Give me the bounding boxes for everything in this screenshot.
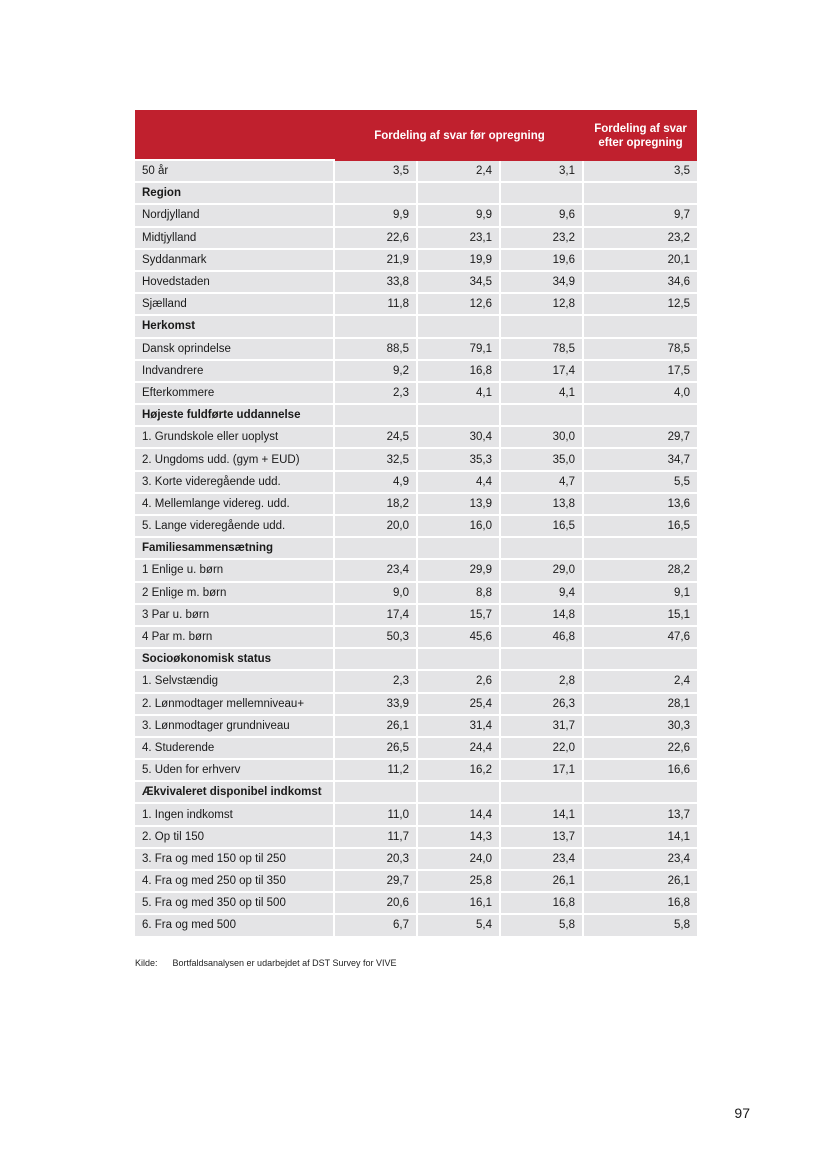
table-row xyxy=(135,472,697,494)
value-cell: 32,5 xyxy=(335,449,418,471)
table-row xyxy=(135,294,697,316)
value-cell: 17,1 xyxy=(501,760,584,782)
value-cell: 50,3 xyxy=(335,627,418,649)
value-cell: 28,1 xyxy=(584,694,697,716)
value-cell: 34,6 xyxy=(584,272,697,294)
value-cell: 16,0 xyxy=(418,516,501,538)
source-text: Bortfaldsanalysen er udarbejdet af DST Survey for VIVE xyxy=(172,958,397,968)
row-label: Syddanmark xyxy=(135,250,335,272)
value-cell: 8,8 xyxy=(418,583,501,605)
row-label: Sjælland xyxy=(135,294,335,316)
value-cell: 11,7 xyxy=(335,827,418,849)
value-cell: 9,7 xyxy=(584,205,697,227)
value-cell: 14,1 xyxy=(501,804,584,826)
section-heading: Socioøkonomisk status xyxy=(135,649,335,671)
table-row xyxy=(135,161,697,183)
value-cell: 20,3 xyxy=(335,849,418,871)
value-cell xyxy=(501,782,584,804)
value-cell: 23,1 xyxy=(418,228,501,250)
value-cell: 26,5 xyxy=(335,738,418,760)
value-cell: 20,0 xyxy=(335,516,418,538)
value-cell: 2,8 xyxy=(501,671,584,693)
value-cell: 45,6 xyxy=(418,627,501,649)
row-label: 4. Mellemlange videreg. udd. xyxy=(135,494,335,516)
row-label: 5. Lange videregående udd. xyxy=(135,516,335,538)
table-row xyxy=(135,871,697,893)
value-cell: 12,5 xyxy=(584,294,697,316)
table-section-row xyxy=(135,316,697,338)
value-cell xyxy=(335,649,418,671)
value-cell: 4,7 xyxy=(501,472,584,494)
value-cell: 13,7 xyxy=(501,827,584,849)
table-row xyxy=(135,849,697,871)
value-cell: 34,5 xyxy=(418,272,501,294)
value-cell: 30,0 xyxy=(501,427,584,449)
value-cell: 3,1 xyxy=(501,161,584,183)
value-cell xyxy=(335,183,418,205)
value-cell: 34,9 xyxy=(501,272,584,294)
section-heading: Familiesammensætning xyxy=(135,538,335,560)
value-cell: 23,4 xyxy=(501,849,584,871)
value-cell: 13,6 xyxy=(584,494,697,516)
table-section-row xyxy=(135,405,697,427)
value-cell: 47,6 xyxy=(584,627,697,649)
value-cell: 35,0 xyxy=(501,449,584,471)
row-label: 2. Ungdoms udd. (gym + EUD) xyxy=(135,449,335,471)
table-row xyxy=(135,516,697,538)
value-cell: 9,2 xyxy=(335,361,418,383)
value-cell: 6,7 xyxy=(335,915,418,937)
row-label: 1 Enlige u. børn xyxy=(135,560,335,582)
value-cell: 29,9 xyxy=(418,560,501,582)
value-cell: 34,7 xyxy=(584,449,697,471)
value-cell: 4,0 xyxy=(584,383,697,405)
value-cell xyxy=(501,538,584,560)
value-cell: 11,0 xyxy=(335,804,418,826)
value-cell: 15,7 xyxy=(418,605,501,627)
value-cell xyxy=(335,405,418,427)
table-row xyxy=(135,627,697,649)
value-cell: 13,7 xyxy=(584,804,697,826)
value-cell: 2,3 xyxy=(335,383,418,405)
row-label: 2. Op til 150 xyxy=(135,827,335,849)
row-label: 4 Par m. børn xyxy=(135,627,335,649)
value-cell: 16,5 xyxy=(584,516,697,538)
value-cell: 4,1 xyxy=(501,383,584,405)
table-section-row xyxy=(135,538,697,560)
table-section-row xyxy=(135,183,697,205)
value-cell xyxy=(501,405,584,427)
value-cell: 25,8 xyxy=(418,871,501,893)
table-row xyxy=(135,583,697,605)
table-row xyxy=(135,671,697,693)
value-cell: 17,4 xyxy=(335,605,418,627)
header-before-weighting: Fordeling af svar før opregning xyxy=(335,110,584,161)
value-cell: 14,8 xyxy=(501,605,584,627)
table-row xyxy=(135,272,697,294)
value-cell: 2,4 xyxy=(584,671,697,693)
value-cell: 33,8 xyxy=(335,272,418,294)
value-cell: 31,4 xyxy=(418,716,501,738)
row-label: Nordjylland xyxy=(135,205,335,227)
value-cell: 16,6 xyxy=(584,760,697,782)
value-cell: 28,2 xyxy=(584,560,697,582)
section-heading: Højeste fuldførte uddannelse xyxy=(135,405,335,427)
value-cell xyxy=(584,316,697,338)
value-cell: 23,4 xyxy=(584,849,697,871)
section-heading: Region xyxy=(135,183,335,205)
value-cell: 16,1 xyxy=(418,893,501,915)
value-cell: 11,2 xyxy=(335,760,418,782)
row-label: Hovedstaden xyxy=(135,272,335,294)
header-blank-cell xyxy=(135,110,335,161)
row-label: 50 år xyxy=(135,161,335,183)
value-cell: 12,6 xyxy=(418,294,501,316)
value-cell: 23,2 xyxy=(501,228,584,250)
row-label: 5. Uden for erhverv xyxy=(135,760,335,782)
source-note xyxy=(135,958,396,968)
table-row xyxy=(135,893,697,915)
table-section-row xyxy=(135,782,697,804)
table-row xyxy=(135,560,697,582)
value-cell xyxy=(418,316,501,338)
value-cell: 78,5 xyxy=(501,339,584,361)
value-cell xyxy=(501,183,584,205)
value-cell: 9,1 xyxy=(584,583,697,605)
value-cell: 16,5 xyxy=(501,516,584,538)
value-cell: 16,8 xyxy=(501,893,584,915)
value-cell: 4,4 xyxy=(418,472,501,494)
value-cell: 14,4 xyxy=(418,804,501,826)
value-cell: 16,2 xyxy=(418,760,501,782)
value-cell: 3,5 xyxy=(335,161,418,183)
value-cell: 29,0 xyxy=(501,560,584,582)
value-cell xyxy=(335,316,418,338)
value-cell: 22,6 xyxy=(584,738,697,760)
value-cell: 14,3 xyxy=(418,827,501,849)
value-cell: 9,9 xyxy=(418,205,501,227)
value-cell: 20,6 xyxy=(335,893,418,915)
row-label: 1. Ingen indkomst xyxy=(135,804,335,826)
value-cell: 2,3 xyxy=(335,671,418,693)
table-row xyxy=(135,915,697,937)
table-row xyxy=(135,605,697,627)
section-heading: Ækvivaleret disponibel indkomst xyxy=(135,782,335,804)
value-cell: 26,3 xyxy=(501,694,584,716)
value-cell: 4,1 xyxy=(418,383,501,405)
table-row xyxy=(135,205,697,227)
value-cell: 13,8 xyxy=(501,494,584,516)
value-cell: 31,7 xyxy=(501,716,584,738)
value-cell: 4,9 xyxy=(335,472,418,494)
source-label: Kilde: xyxy=(135,958,158,968)
value-cell xyxy=(584,782,697,804)
value-cell: 12,8 xyxy=(501,294,584,316)
row-label: 4. Studerende xyxy=(135,738,335,760)
table-row xyxy=(135,738,697,760)
row-label: 1. Selvstændig xyxy=(135,671,335,693)
table-row xyxy=(135,339,697,361)
value-cell xyxy=(418,538,501,560)
value-cell xyxy=(584,405,697,427)
value-cell: 23,2 xyxy=(584,228,697,250)
value-cell: 30,4 xyxy=(418,427,501,449)
row-label: 1. Grundskole eller uoplyst xyxy=(135,427,335,449)
value-cell: 23,4 xyxy=(335,560,418,582)
row-label: 4. Fra og med 250 op til 350 xyxy=(135,871,335,893)
value-cell: 26,1 xyxy=(584,871,697,893)
value-cell: 17,5 xyxy=(584,361,697,383)
table-row xyxy=(135,760,697,782)
value-cell: 25,4 xyxy=(418,694,501,716)
value-cell xyxy=(335,538,418,560)
value-cell: 20,1 xyxy=(584,250,697,272)
value-cell xyxy=(501,649,584,671)
value-cell: 17,4 xyxy=(501,361,584,383)
value-cell xyxy=(584,538,697,560)
row-label: 6. Fra og med 500 xyxy=(135,915,335,937)
value-cell: 22,6 xyxy=(335,228,418,250)
data-table-container xyxy=(135,110,697,938)
value-cell: 29,7 xyxy=(335,871,418,893)
row-label: 3. Fra og med 150 op til 250 xyxy=(135,849,335,871)
value-cell: 33,9 xyxy=(335,694,418,716)
value-cell: 16,8 xyxy=(418,361,501,383)
table-row xyxy=(135,694,697,716)
table-section-row xyxy=(135,649,697,671)
value-cell: 13,9 xyxy=(418,494,501,516)
table-row xyxy=(135,250,697,272)
table-row xyxy=(135,449,697,471)
table-row xyxy=(135,804,697,826)
table-row xyxy=(135,716,697,738)
table-header-row xyxy=(135,110,697,161)
table-body xyxy=(135,161,697,938)
section-heading: Herkomst xyxy=(135,316,335,338)
value-cell: 35,3 xyxy=(418,449,501,471)
row-label: 3 Par u. børn xyxy=(135,605,335,627)
row-label: Efterkommere xyxy=(135,383,335,405)
value-cell: 88,5 xyxy=(335,339,418,361)
value-cell: 11,8 xyxy=(335,294,418,316)
value-cell: 79,1 xyxy=(418,339,501,361)
value-cell xyxy=(418,649,501,671)
table-row xyxy=(135,827,697,849)
table-row xyxy=(135,427,697,449)
value-cell: 26,1 xyxy=(335,716,418,738)
value-cell: 24,4 xyxy=(418,738,501,760)
value-cell: 9,0 xyxy=(335,583,418,605)
value-cell: 9,6 xyxy=(501,205,584,227)
value-cell xyxy=(418,183,501,205)
value-cell: 46,8 xyxy=(501,627,584,649)
value-cell xyxy=(584,649,697,671)
value-cell: 24,5 xyxy=(335,427,418,449)
value-cell: 5,5 xyxy=(584,472,697,494)
value-cell: 15,1 xyxy=(584,605,697,627)
value-cell: 5,8 xyxy=(584,915,697,937)
value-cell: 2,6 xyxy=(418,671,501,693)
table-row xyxy=(135,361,697,383)
value-cell: 78,5 xyxy=(584,339,697,361)
value-cell: 18,2 xyxy=(335,494,418,516)
value-cell: 16,8 xyxy=(584,893,697,915)
row-label: 3. Lønmodtager grundniveau xyxy=(135,716,335,738)
value-cell: 24,0 xyxy=(418,849,501,871)
value-cell xyxy=(418,782,501,804)
value-cell: 14,1 xyxy=(584,827,697,849)
header-after-weighting: Fordeling af svar efter opregning xyxy=(584,110,697,161)
value-cell: 30,3 xyxy=(584,716,697,738)
value-cell: 19,9 xyxy=(418,250,501,272)
row-label: Indvandrere xyxy=(135,361,335,383)
row-label: 3. Korte videregående udd. xyxy=(135,472,335,494)
row-label: Dansk oprindelse xyxy=(135,339,335,361)
row-label: 5. Fra og med 350 op til 500 xyxy=(135,893,335,915)
value-cell: 22,0 xyxy=(501,738,584,760)
table-row xyxy=(135,228,697,250)
value-cell: 2,4 xyxy=(418,161,501,183)
page-number: 97 xyxy=(734,1105,750,1121)
value-cell: 3,5 xyxy=(584,161,697,183)
value-cell: 9,9 xyxy=(335,205,418,227)
table-row xyxy=(135,494,697,516)
value-cell: 21,9 xyxy=(335,250,418,272)
value-cell: 5,4 xyxy=(418,915,501,937)
value-cell: 19,6 xyxy=(501,250,584,272)
row-label: 2. Lønmodtager mellemniveau+ xyxy=(135,694,335,716)
value-cell xyxy=(584,183,697,205)
table-row xyxy=(135,383,697,405)
value-cell xyxy=(418,405,501,427)
row-label: Midtjylland xyxy=(135,228,335,250)
value-cell: 9,4 xyxy=(501,583,584,605)
row-label: 2 Enlige m. børn xyxy=(135,583,335,605)
value-cell xyxy=(335,782,418,804)
distribution-table xyxy=(135,110,697,938)
value-cell: 29,7 xyxy=(584,427,697,449)
value-cell xyxy=(501,316,584,338)
value-cell: 26,1 xyxy=(501,871,584,893)
value-cell: 5,8 xyxy=(501,915,584,937)
